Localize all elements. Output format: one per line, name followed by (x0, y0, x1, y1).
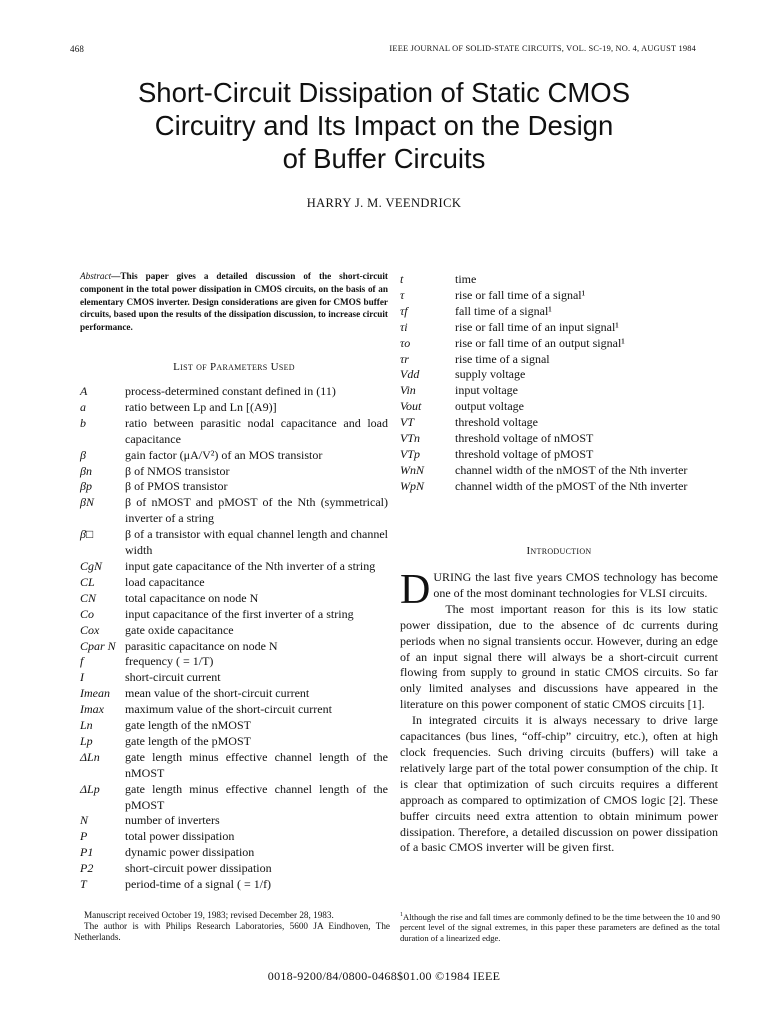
parameter-description: period-time of a signal ( = 1/f) (125, 877, 272, 892)
parameter-symbol: τf (400, 303, 408, 318)
parameter-description: channel width of the pMOST of the Nth inverter (455, 478, 688, 493)
parameter-row (80, 877, 388, 893)
parameter-description: β of NMOS transistor (125, 463, 230, 478)
parameter-symbol: WnN (400, 462, 424, 477)
parameter-description: rise or fall time of a signal¹ (455, 287, 586, 302)
parameter-symbol: β (80, 447, 86, 462)
parameter-row (400, 447, 718, 463)
parameter-symbol: f (80, 654, 84, 669)
parameter-description: β of nMOST and pMOST of the Nth (symmetrical) inverter of a string (125, 495, 388, 526)
title-line: Short-Circuit Dissipation of Static CMOS (137, 77, 631, 108)
parameter-row (80, 416, 388, 448)
parameter-row (400, 415, 718, 431)
parameter-description: output voltage (455, 399, 524, 414)
parameter-description: gate length of the nMOST (125, 718, 251, 733)
parameter-description: threshold voltage (455, 415, 538, 430)
parameter-symbol: τ (400, 287, 405, 302)
parameter-row (400, 479, 718, 495)
parameter-description: β of PMOS transistor (125, 479, 228, 494)
parameter-symbol: CgN (80, 558, 103, 573)
parameter-row (400, 336, 718, 352)
parameter-row (80, 384, 388, 400)
parameter-symbol: τi (400, 319, 408, 334)
parameter-row (80, 479, 388, 495)
parameter-description: process-determined constant defined in (11) (125, 384, 336, 398)
parameter-row (80, 654, 388, 670)
parameter-description: load capacitance (125, 574, 205, 589)
dropcap: D (400, 567, 431, 613)
parameter-symbol: βN (80, 495, 94, 510)
intro-caps: URING (433, 570, 472, 584)
parameter-row (80, 623, 388, 639)
parameter-symbol: P2 (80, 861, 94, 876)
parameter-description: total capacitance on node N (125, 590, 259, 605)
abstract (80, 270, 388, 334)
parameter-symbol: b (80, 415, 86, 430)
parameter-symbol: T (80, 877, 87, 892)
parameter-row (80, 448, 388, 464)
parameter-description: threshold voltage of nMOST (455, 431, 594, 446)
parameter-description: channel width of the nMOST of the Nth inverter (455, 462, 688, 477)
parameter-row (400, 304, 718, 320)
parameter-row (80, 861, 388, 877)
parameter-symbol: WpN (400, 478, 424, 493)
abstract-lead: Abstract (80, 271, 112, 281)
parameter-symbol: Vout (400, 399, 422, 414)
parameter-description: threshold voltage of pMOST (455, 446, 594, 461)
parameter-row (80, 639, 388, 655)
parameter-symbol: Co (80, 606, 95, 621)
parameter-symbol: τr (400, 351, 409, 366)
footnote-text: Although the rise and fall times are commonly defined to be the time between the 10 and 90 percent level of the signal extremes, in this paper these parameters are defined as the total duration of a linearized edge. (400, 911, 720, 943)
parameter-description: gain factor (μA/V²) of an MOS transistor (125, 447, 323, 462)
parameter-symbol: VTp (400, 446, 421, 461)
parameter-description: maximum value of the short-circuit current (125, 702, 332, 717)
parameter-row (400, 272, 718, 288)
parameter-row (80, 750, 388, 782)
parameter-description: short-circuit power dissipation (125, 861, 272, 876)
parameter-row (80, 734, 388, 750)
footnote-line: The author is with Philips Research Laboratories, 5600 JA Eindhoven, The Netherlands. (74, 921, 390, 942)
parameter-row (80, 686, 388, 702)
parameter-row (80, 607, 388, 623)
parameter-description: parasitic capacitance on node N (125, 638, 278, 653)
parameter-description: number of inverters (125, 813, 220, 828)
parameter-description: gate length minus effective channel length of the pMOST (125, 781, 388, 812)
parameter-description: gate length minus effective channel length of the nMOST (125, 749, 388, 780)
intro-p1: the last five years CMOS technology has become one of the most dominant technologies for VLSI circuits. (433, 570, 718, 600)
parameter-description: supply voltage (455, 367, 526, 382)
parameter-row (80, 813, 388, 829)
parameter-symbol: A (80, 384, 88, 398)
parameter-row (80, 400, 388, 416)
parameter-row (80, 495, 388, 527)
parameter-description: time (455, 272, 477, 286)
parameter-row (400, 367, 718, 383)
parameter-row (400, 431, 718, 447)
title-line: Circuitry and Its Impact on the Design (154, 110, 614, 141)
definition-footnote (400, 910, 720, 943)
intro-paragraph: The most important reason for this is its low static power dissipation, due to the absence of dc currents during periods when no signal transients occur. However, during an edge of an input signal there will always be a short-circuit current flowing from supply to ground in static CMOS circuits. So far only limited analyses and discussions have appeared in the literature on this power component of static CMOS circuits [1]. (400, 601, 718, 712)
parameter-row (80, 845, 388, 861)
parameter-row (80, 575, 388, 591)
journal-header: IEEE JOURNAL OF SOLID-STATE CIRCUITS, VOL. SC-19, NO. 4, AUGUST 1984 (389, 44, 696, 53)
parameter-description: input gate capacitance of the Nth inverter of a string (125, 558, 376, 573)
parameter-symbol: ΔLp (80, 781, 100, 796)
parameter-row (80, 702, 388, 718)
parameter-symbol: Lp (80, 733, 93, 748)
parameter-symbol: t (400, 272, 404, 286)
parameter-symbol: Imean (80, 686, 110, 701)
parameter-row (400, 463, 718, 479)
parameter-description: rise or fall time of an output signal¹ (455, 335, 625, 350)
parameter-symbol: ΔLn (80, 749, 100, 764)
parameter-description: rise or fall time of an input signal¹ (455, 319, 619, 334)
parameter-list-continued (400, 272, 718, 495)
parameter-description: input voltage (455, 383, 518, 398)
parameter-row (80, 559, 388, 575)
parameter-symbol: VTn (400, 431, 421, 446)
parameter-description: rise time of a signal (455, 351, 550, 366)
parameter-row (80, 527, 388, 559)
parameter-symbol: Imax (80, 702, 104, 717)
parameter-symbol: Cox (80, 622, 100, 637)
parameter-row (400, 320, 718, 336)
footnote-line: Manuscript received October 19, 1983; revised December 28, 1983. (84, 910, 334, 920)
parameter-symbol: β□ (80, 527, 94, 542)
parameter-symbol: I (80, 670, 84, 685)
copyright-line: 0018-9200/84/0800-0468$01.00 ©1984 IEEE (267, 969, 501, 983)
manuscript-footnote (74, 910, 390, 943)
parameter-description: dynamic power dissipation (125, 845, 255, 860)
parameter-row (400, 288, 718, 304)
paper-title (0, 76, 768, 175)
list-of-parameters-title: List of Parameters Used (173, 361, 295, 373)
footnote-mark: 1 (400, 912, 403, 918)
parameter-row (80, 670, 388, 686)
parameter-description: gate length of the pMOST (125, 733, 251, 748)
parameter-list (80, 384, 388, 893)
intro-paragraph (400, 567, 718, 613)
parameter-row (80, 591, 388, 607)
parameter-description: fall time of a signal¹ (455, 303, 552, 318)
parameter-description: mean value of the short-circuit current (125, 686, 310, 701)
parameter-symbol: τo (400, 335, 411, 350)
introduction-title: Introduction (526, 545, 592, 557)
parameter-row (400, 352, 718, 368)
parameter-description: frequency ( = 1/T) (125, 654, 214, 669)
parameter-description: ratio between parasitic nodal capacitance and load capacitance (125, 415, 388, 446)
parameter-description: total power dissipation (125, 829, 235, 844)
parameter-symbol: Cpar N (80, 638, 116, 653)
parameter-row (80, 464, 388, 480)
parameter-row (400, 399, 718, 415)
title-line: of Buffer Circuits (282, 143, 486, 174)
parameter-symbol: βn (80, 463, 92, 478)
parameter-symbol: βp (80, 479, 92, 494)
parameter-symbol: P (80, 829, 88, 844)
parameter-symbol: Ln (80, 718, 93, 733)
parameter-symbol: P1 (80, 845, 94, 860)
parameter-symbol: N (80, 813, 89, 828)
parameter-row (80, 718, 388, 734)
abstract-text: —This paper gives a detailed discussion of the short-circuit component in the total power dissipation in CMOS circuits, on the basis of an elementary CMOS inverter. Design considerations are given for CMOS buffer circuits, based upon the results of the dissipation discussion, to increase circuit performance. (80, 271, 388, 333)
parameter-description: ratio between Lp and Ln [(A9)] (125, 399, 277, 414)
parameter-symbol: Vdd (400, 367, 420, 382)
author: HARRY J. M. VEENDRICK (306, 196, 462, 210)
intro-paragraph: In integrated circuits it is always necessary to drive large capacitances (bus lines, “off-chip” circuitry, etc.), often at high clock frequencies. Such driving circuits (buffers) will take a relatively large part of the total power consumption of the chip. It is clear that optimization of such circuits requires a different approach as compared to optimization of CMOS logic [2]. These buffer circuits need extra attention to obtain minimum power dissipation. Therefore, a detailed discussion on power dissipation of a basic CMOS inverter will be given first. (400, 713, 718, 855)
parameter-row (80, 782, 388, 814)
page-number: 468 (70, 44, 85, 54)
parameter-symbol: VT (400, 415, 415, 430)
parameter-symbol: a (80, 399, 86, 414)
introduction-body (400, 567, 718, 856)
parameter-description: short-circuit current (125, 670, 221, 685)
parameter-symbol: CL (80, 574, 95, 589)
parameter-symbol: Vin (400, 383, 416, 398)
parameter-symbol: CN (80, 590, 97, 605)
parameter-row (80, 829, 388, 845)
parameter-description: gate oxide capacitance (125, 622, 234, 637)
parameter-row (400, 383, 718, 399)
parameter-description: input capacitance of the first inverter of a string (125, 606, 354, 621)
parameter-description: β of a transistor with equal channel length and channel width (125, 527, 388, 558)
